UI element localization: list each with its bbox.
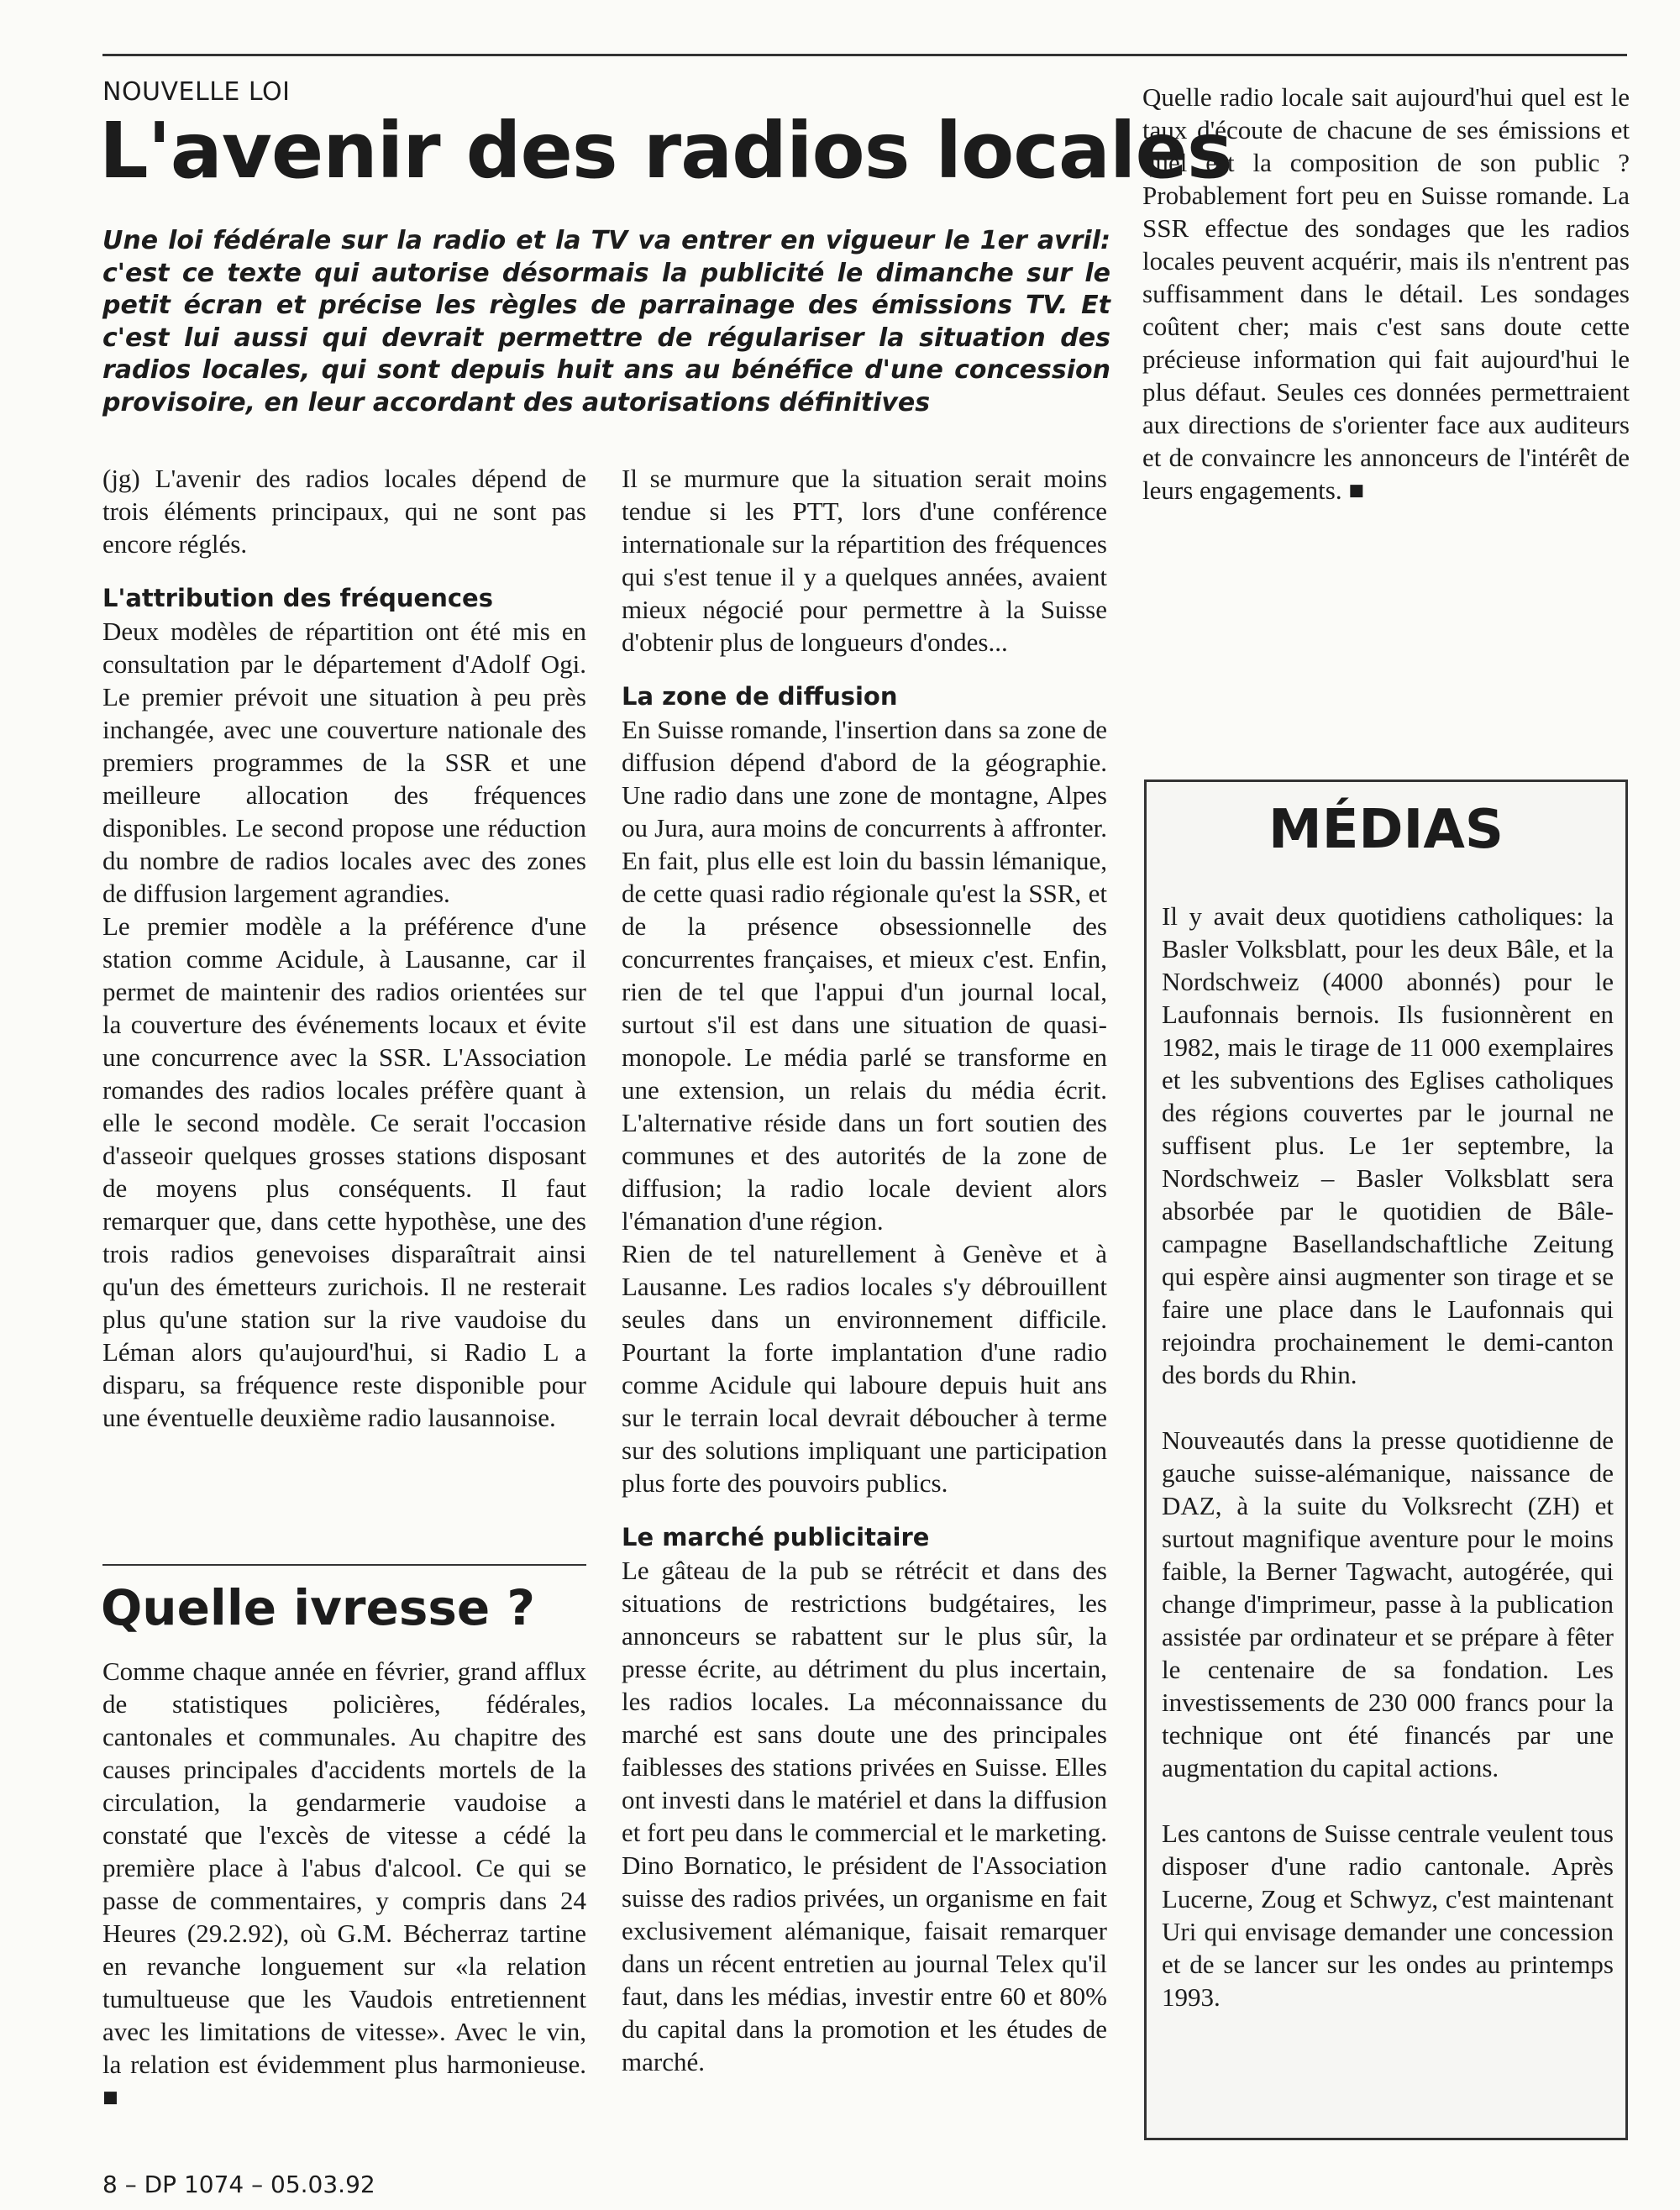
paragraph: Deux modèles de répartition ont été mis en consultation par le département d'Adolf Ogi. Le premier prévoit une situation à peu près inchangée, avec une couverture nationale des premiers programmes de la SSR et une meilleure allocation des fréquences disponibles. Le second propose une réduction du nombre de radios locales avec des zones de diffusion largement agrandies. [102, 617, 586, 908]
article-lead: Une loi fédérale sur la radio et la TV va entrer en vigueur le 1er avril: c'est ce texte qui autorise désormais la publicité le dimanche sur le petit écran et précise les règles de parrainage des émissions TV. Et c'est lui aussi qui devrait permettre de régulariser la situation des radios locales, qui sont depuis huit ans au bénéfice d'une concession provisoire, en leur accordant des autorisations définitives [102, 226, 1110, 417]
paragraph: En Suisse romande, l'insertion dans sa zone de diffusion dépend d'abord de la géographie. Une radio dans une zone de montagne, Alpes ou Jura, aura moins de concurrents à affronter. En fait, plus elle est loin du bassin lémanique, de cette quasi radio régionale qu'est la SSR, et de la présence obsessionnelle des concurrentes françaises, et mieux c'est. Enfin, rien de tel que l'appui d'un journal local, surtout s'il est dans une situation de quasi-monopole. Le média parlé se transforme en une extension, un relais du média écrit. L'alternative réside dans un fort soutien des communes et des autorités de la zone de diffusion; la radio locale devient alors l'émanation d'une région. [622, 715, 1107, 1236]
article-column-2 [622, 462, 1107, 2078]
second-article-column [102, 1655, 586, 2113]
paragraph: Quelle radio locale sait aujourd'hui quel est le taux d'écoute de chacune de ses émissions et quel est la composition de son public ? Probablement fort peu en Suisse romande. La SSR effectue des sondages que les radios locales peuvent acquérir, mais ils n'entrent pas suffisamment dans le détail. Les sondages coûtent cher; mais c'est sans doute cette précieuse information qui fait aujourd'hui le plus défaut. Seules ces données permettraient aux directions de s'orienter face aux auditeurs et de convaincre les annonceurs de l'intérêt de leurs engagements. ■ [1142, 82, 1630, 505]
article-divider [102, 1564, 586, 1566]
medias-paragraph: Il y avait deux quotidiens catholiques: la Basler Volksblatt, pour les deux Bâle, et la Nordschweiz (4000 abonnés) pour le Laufonnais bernois. Ils fusionnèrent en 1982, mais le tirage de 11 000 exemplaires et les subventions des Eglises catholiques des régions couvertes par le journal ne suffisent plus. Le 1er septembre, la Nordschweiz – Basler Volksblatt sera absorbée par le quotidien de Bâle-campagne Basellandschaftliche Zeitung qui espère ainsi augmenter son tirage et se faire une place dans le Laufonnais qui rejoindra prochainement le demi-canton des bords du Rhin. [1162, 901, 1614, 1389]
second-article-title: Quelle ivresse ? [101, 1579, 536, 1636]
paragraph: Il se murmure que la situation serait moins tendue si les PTT, lors d'une conférence internationale sur la répartition des fréquences qui s'est tenue il y a quelques années, avaient mieux négocié pour permettre à la Suisse d'obtenir plus de longueurs d'ondes... [622, 464, 1107, 657]
medias-paragraph: Les cantons de Suisse centrale veulent tous disposer d'une radio cantonale. Après Lucerne, Zoug et Schwyz, c'est maintenant Uri qui envisage demander une concession et de se lancer sur les ondes au printemps 1993. [1162, 1819, 1614, 2012]
medias-box [1144, 780, 1628, 2140]
page-footer: 8 – DP 1074 – 05.03.92 [102, 2171, 375, 2198]
article-intro: (jg) L'avenir des radios locales dépend de trois éléments principaux, qui ne sont pas encore réglés. [102, 464, 586, 559]
section-heading-zone-diffusion: La zone de diffusion [622, 682, 898, 711]
paragraph: Le premier modèle a la préférence d'une station comme Acidule, à Lausanne, car il permet de maintenir des radios orientées sur la couverture des événements locaux et évite une concurrence avec la SSR. L'Association romandes des radios locales préfère quant à elle le second modèle. Ce serait l'occasion d'asseoir quelques grosses stations disposant de moyens plus conséquents. Il faut remarquer que, dans cette hypothèse, une des trois radios genevoises disparaîtrait ainsi qu'un des émetteurs zurichois. Il ne resterait plus qu'une station sur la rive vaudoise du Léman alors qu'aujourd'hui, si Radio L a disparu, sa fréquence reste disponible pour une éventuelle deuxième radio lausannoise. [102, 911, 586, 1432]
medias-paragraph: Nouveautés dans la presse quotidienne de gauche suisse-alémanique, naissance de DAZ, à la suite du Volksrecht (ZH) et surtout magnifique aventure pour le moins faible, la Berner Tagwacht, autogérée, qui change d'imprimeur, passe à la publication assistée par ordinateur et se prépare à fêter le centenaire de sa fondation. Les investissements de 230 000 francs pour la technique ont été financés par une augmentation du capital actions. [1162, 1425, 1614, 1782]
paragraph: Le gâteau de la pub se rétrécit et dans des situations de restrictions budgétaires, les annonceurs se rabattent sur le plus sûr, la presse écrite, au détriment du plus incertain, les radios locales. La méconnaissance du marché est sans doute une des principales faiblesses des stations privées en Suisse. Elles ont investi dans le matériel et dans la diffusion et fort peu dans le commercial et le marketing. Dino Bornatico, le président de l'Association suisse des radios privées, un organisme en fait exclusivement alémanique, faisait remarquer dans un récent entretien au journal Telex qu'il faut, dans les médias, investir entre 60 et 80% du capital dans la promotion et les études de marché. [622, 1556, 1107, 2076]
section-kicker: NOUVELLE LOI [102, 77, 291, 107]
second-article-text: Comme chaque année en février, grand afflux de statistiques policières, fédérales, cantonales et communales. Au chapitre des causes principales d'accidents mortels de la circulation, la gendarmerie vaudoise a constaté que l'excès de vitesse a cédé la première place à l'abus d'alcool. Ce qui se passe de commentaires, y compris dans 24 Heures (29.2.92), où G.M. Bécherraz tartine en revanche longuement sur «la relation tumultueuse que les Vaudois entretiennent avec les limitations de vitesse». Avec le vin, la relation est évidemment plus harmonieuse. ■ [102, 1656, 586, 2112]
section-heading-frequences: L'attribution des fréquences [102, 584, 493, 612]
medias-box-text [1162, 900, 1614, 2046]
medias-box-title: MÉDIAS [1268, 799, 1504, 861]
section-heading-marche-publicitaire: Le marché publicitaire [622, 1523, 930, 1551]
article-column-3 [1142, 81, 1630, 507]
article-headline: L'avenir des radios locales [99, 106, 1232, 196]
top-rule [102, 54, 1627, 56]
paragraph: Rien de tel naturellement à Genève et à Lausanne. Les radios locales s'y débrouillent seules dans un environnement difficile. Pourtant la forte implantation d'une radio comme Acidule qui laboure depuis huit ans sur le terrain local devrait déboucher à terme sur des solutions impliquant une participation plus forte des pouvoirs publics. [622, 1239, 1107, 1498]
article-column-1 [102, 462, 586, 1434]
